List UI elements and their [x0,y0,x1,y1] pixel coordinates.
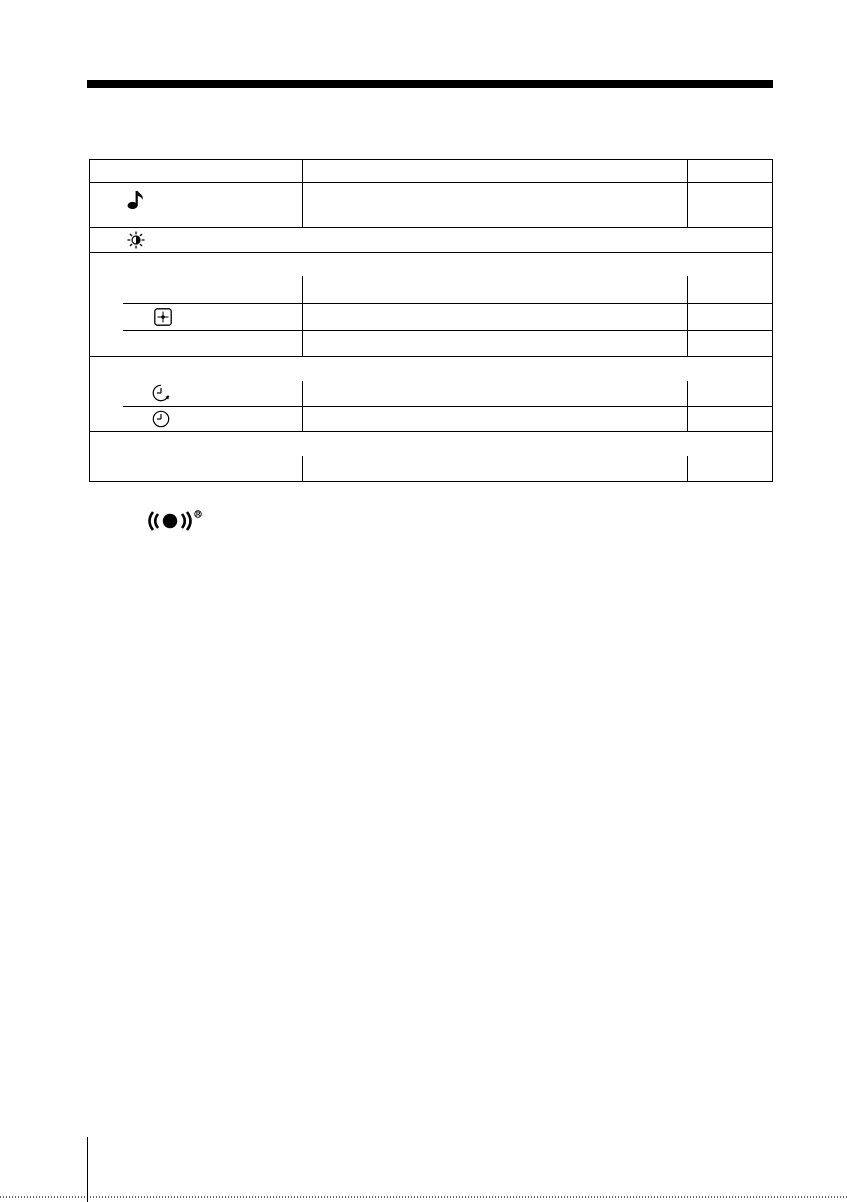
table-rule [89,227,773,228]
picture-position-icon [154,308,172,326]
table-rule [123,303,773,304]
column-divider [687,456,688,482]
brightness-icon [127,231,145,249]
scan-edge-dots [0,1196,847,1198]
column-divider [687,276,688,357]
section-header-bar [87,80,773,88]
column-divider [302,456,303,482]
clock-icon [152,410,170,428]
table-border-left [89,159,90,482]
column-divider [687,381,688,432]
column-divider [302,159,303,228]
srs-surround-logo-icon [145,509,203,538]
column-divider [302,276,303,357]
column-divider [302,381,303,432]
table-rule [123,406,773,407]
table-rule [89,431,773,432]
table-rule-bottom [89,481,773,482]
music-note-icon [127,190,145,210]
table-rule [123,330,773,331]
column-divider [687,159,688,228]
table-rule [89,252,773,253]
table-rule-header [89,182,773,183]
table-rule-top [89,159,773,160]
page-margin-rule [87,1137,88,1202]
timer-clock-icon [152,384,170,402]
table-rule [89,356,773,357]
table-border-right [772,159,773,482]
